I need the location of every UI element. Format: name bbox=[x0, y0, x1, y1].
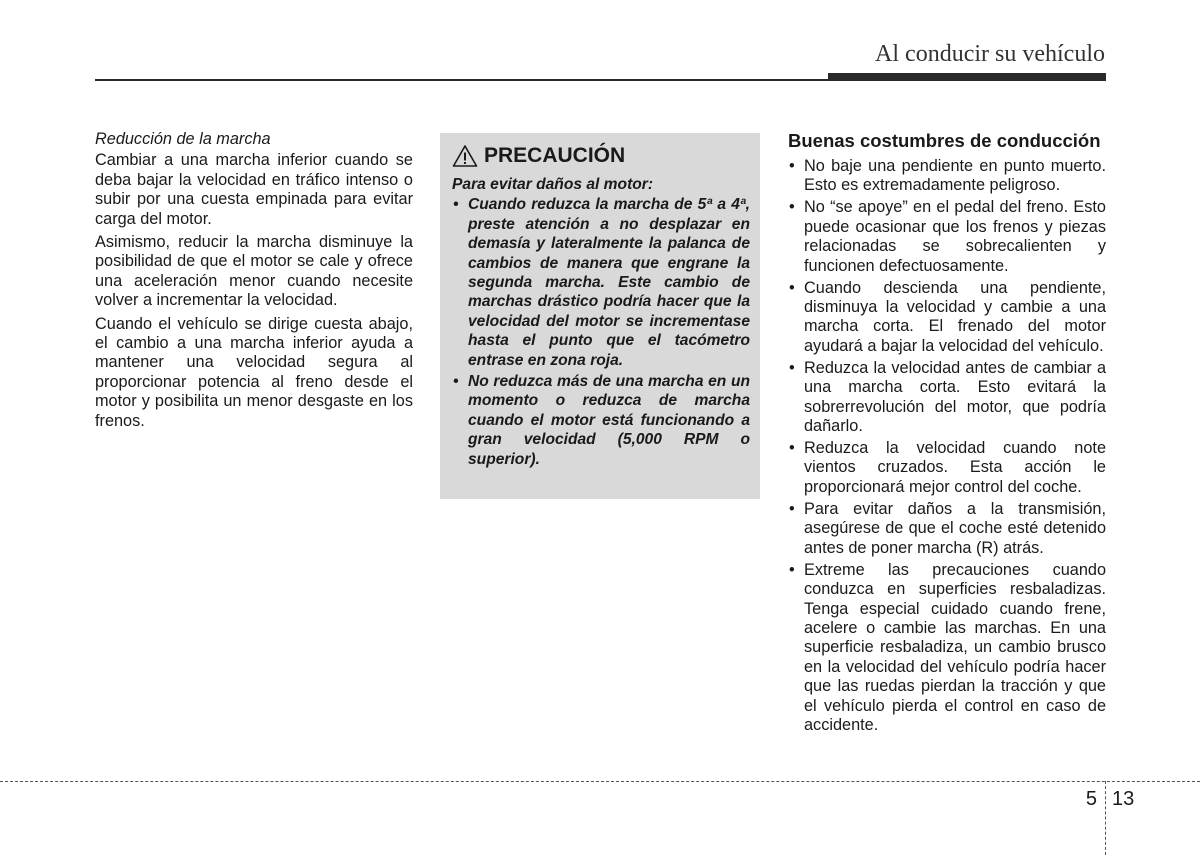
paragraph: Cambiar a una marcha inferior cuando se deba bajar la velocidad en tráfico intenso o subir por una cuesta empinada para evitar carga del motor. bbox=[95, 151, 413, 228]
paragraph: Asimismo, reducir la marcha disminuye la posibilidad de que el motor se cale y ofrece una aceleración menor cuando necesite volver a incrementar la velocidad. bbox=[95, 233, 413, 310]
caution-item: • Cuando reduzca la marcha de 5ª a 4ª, preste atención a no desplazar en demasía y lateralmente la palanca de cambios de manera que engrane la segunda marcha. Este cambio de marchas drástico podría hacer que la velocidad del motor se incrementase hasta el punto que el tacómetro entrase en zona roja. bbox=[452, 195, 750, 370]
section-subheading: Reducción de la marcha bbox=[95, 130, 271, 148]
caution-header bbox=[452, 141, 750, 171]
list-item: • Extreme las precauciones cuando conduzca en superficies resbaladizas. Tenga especial cuidado cuando frene, acelere o cambie las marchas. En una superficie resbaladiza, un cambio brusco en la velocidad del vehículo podría hacer que las ruedas pierdan la tracción y que el vehículo pierda el control en caso de accidente. bbox=[788, 561, 1106, 736]
left-column bbox=[95, 130, 413, 435]
tips-list bbox=[788, 157, 1106, 735]
caution-title: PRECAUCIÓN bbox=[484, 144, 626, 167]
list-item: • Cuando descienda una pendiente, disminuya la velocidad y cambie a una marcha corta. El frenado del motor ayudará a bajar la velocidad del vehículo. bbox=[788, 279, 1106, 357]
section-heading: Buenas costumbres de conducción bbox=[788, 130, 1101, 151]
footer-divider bbox=[1105, 781, 1106, 855]
caution-intro: Para evitar daños al motor: bbox=[452, 176, 654, 193]
footer-rule bbox=[0, 781, 1200, 782]
caution-item: • No reduzca más de una marcha en un momento o reduzca de marcha cuando el motor está funcionando a gran velocidad (5,000 RPM o superior). bbox=[452, 372, 750, 469]
right-column bbox=[788, 130, 1106, 738]
list-item: • Reduzca la velocidad cuando note vientos cruzados. Esta acción le proporcionará mejor control del coche. bbox=[788, 439, 1106, 497]
caution-box bbox=[440, 133, 760, 499]
chapter-number: 5 bbox=[1085, 788, 1097, 810]
list-item: • No “se apoye” en el pedal del freno. Esto puede ocasionar que los frenos y piezas relacionadas se sobrecalienten y funcionen defectuosamente. bbox=[788, 198, 1106, 276]
caution-list bbox=[452, 195, 750, 469]
header-rule-accent bbox=[828, 73, 1106, 81]
paragraph: Cuando el vehículo se dirige cuesta abajo, el cambio a una marcha inferior ayuda a mantener una velocidad segura al proporcionar potencia al freno desde el motor y posibilita un menor desgaste en los frenos. bbox=[95, 314, 413, 430]
list-item: • Reduzca la velocidad antes de cambiar a una marcha corta. Esto evitará la sobrerrevolución del motor, que podría dañarlo. bbox=[788, 359, 1106, 437]
header-rule bbox=[95, 79, 830, 81]
warning-triangle-icon bbox=[452, 144, 478, 168]
page-number: 13 bbox=[1112, 788, 1135, 810]
list-item: • Para evitar daños a la transmisión, asegúrese de que el coche esté detenido antes de poner marcha (R) atrás. bbox=[788, 500, 1106, 558]
list-item: • No baje una pendiente en punto muerto. Esto es extremadamente peligroso. bbox=[788, 157, 1106, 196]
page-header-title: Al conducir su vehículo bbox=[875, 41, 1105, 67]
